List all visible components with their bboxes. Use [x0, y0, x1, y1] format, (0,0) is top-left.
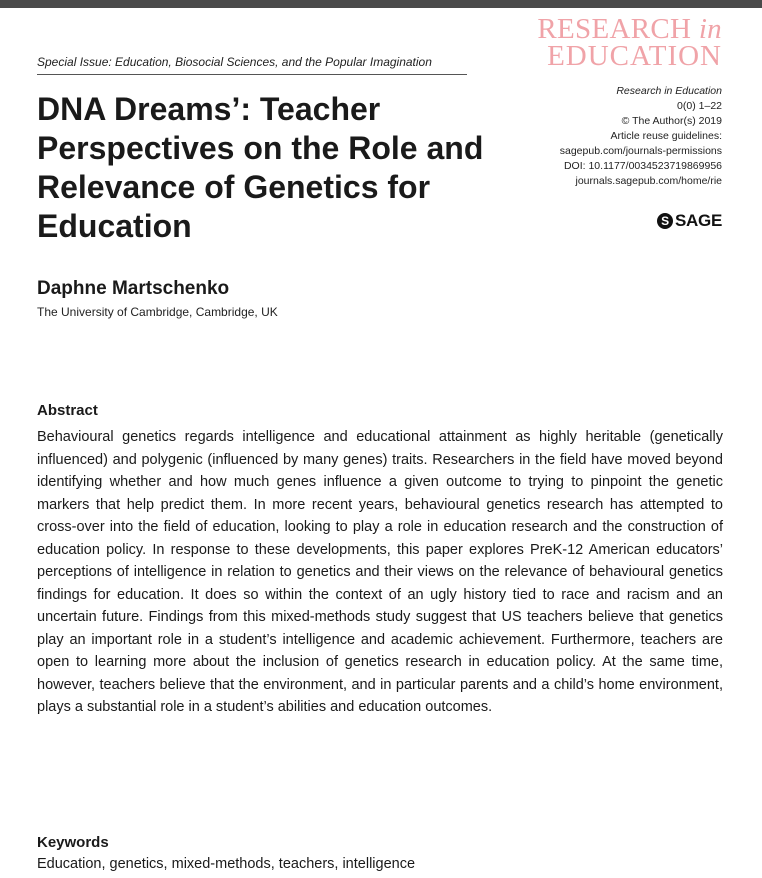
issue-pages: 0(0) 1–22 [677, 100, 722, 112]
journal-logo-line2: EDUCATION [547, 40, 722, 72]
special-issue-label: Special Issue: Education, Biosocial Sciences, and the Popular Imagination [37, 55, 432, 69]
journal-logo-line1: RESEARCH in [537, 13, 722, 45]
copyright: © The Author(s) 2019 [621, 115, 722, 127]
author-name: Daphne Martschenko [37, 278, 230, 299]
header-divider [37, 74, 467, 75]
article-title: DNA Dreams’: Teacher Perspectives on the Role and Relevance of Genetics for Education [37, 91, 484, 244]
journal-logo [537, 13, 722, 72]
reuse-guidelines-link[interactable]: sagepub.com/journals-permissions [559, 145, 722, 157]
reuse-guidelines-label: Article reuse guidelines: [610, 130, 722, 142]
author-affiliation: The University of Cambridge, Cambridge, UK [37, 305, 278, 319]
sage-icon: S [657, 213, 673, 229]
publisher-name: SAGE [675, 211, 722, 230]
keywords-heading: Keywords [37, 834, 109, 851]
journal-url[interactable]: journals.sagepub.com/home/rie [575, 175, 722, 187]
journal-name: Research in Education [616, 85, 722, 97]
publisher-logo [657, 211, 722, 231]
doi[interactable]: DOI: 10.1177/0034523719869956 [563, 160, 722, 172]
article-metadata [560, 84, 722, 189]
abstract-heading: Abstract [37, 402, 98, 419]
keywords-text: Education, genetics, mixed-methods, teachers, intelligence [37, 856, 416, 872]
abstract-text: Behavioural genetics regards intelligence and educational attainment as highly heritable (genetically influenced) and polygenic (influenced by many genes) traits. Researchers in the field have moved beyond identifying whether and how much genes influence a given outcome to trying to pinpoint the genetic markers that help predict them. In more recent years, behavioural genetics research has attempted to cross-over into the field of education, looking to play a role in education research and the construction of education policy. In response to these developments, this paper explores PreK-12 American educators’ perceptions of intelligence in relation to genetics and their views on the relevance of behavioural genetics findings for education. It does so within the context of an ugly history tied to race and racism and an uncertain future. Findings from this mixed-methods study suggest that US teachers believe that genetics play an important role in a student’s intelligence and academic achievement. Furthermore, teachers are open to learning more about the inclusion of genetics research in education policy. At the same time, however, teachers believe that the environment, and in particular parents and a child’s home environment, plays a substantial role in a student’s abilities and education outcomes. [37, 429, 723, 715]
top-bar [0, 0, 762, 8]
